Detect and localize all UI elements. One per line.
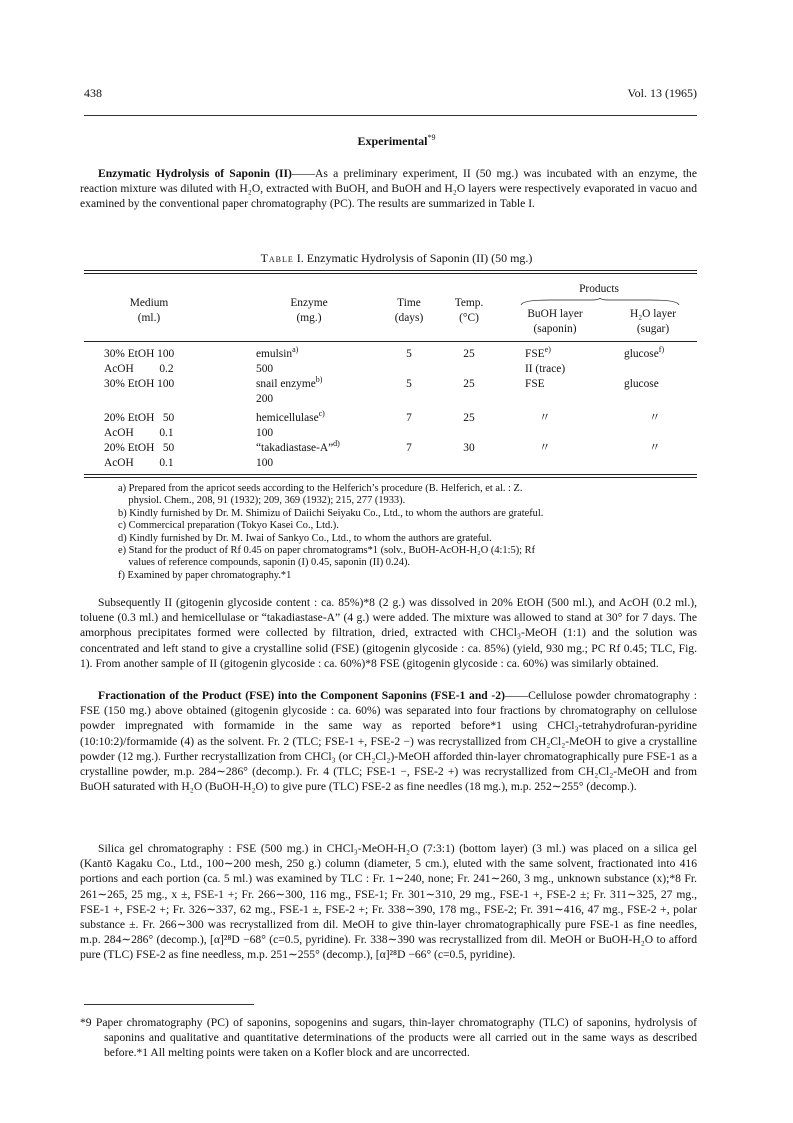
row2-temp: 25 <box>463 378 475 390</box>
footnote-f: f) Examined by paper chromatography.*1 <box>118 569 292 581</box>
row2-time: 5 <box>406 378 412 390</box>
footnote-a: a) Prepared from the apricot seeds according to the Helferich’s procedure (B. Helferich, et al. : Z. <box>118 483 523 494</box>
table-caption: Table I. Enzymatic Hydrolysis of Saponin (II) (50 mg.) <box>260 251 533 265</box>
section-title: Experimental$^{*9}$ <box>357 133 436 148</box>
row4-medium-1: 20% EtOH 50 <box>104 442 175 454</box>
footnote-e-cont: values of reference compounds, saponin (I) 0.45, saponin (II) 0.24). <box>118 557 411 569</box>
row4-enzyme-amount: 100 <box>256 457 274 469</box>
row1-enzyme: emulsin$^{a)}$ <box>256 345 299 360</box>
row4-buoh: 〃 <box>539 442 551 454</box>
header-medium-unit: (ml.) <box>137 312 161 324</box>
header-enzyme-unit: (mg.) <box>296 312 322 324</box>
page-number: 438 <box>84 86 102 100</box>
row1-medium-2: AcOH 0.2 <box>104 363 174 375</box>
row2-enzyme: snail enzyme$^{b)}$ <box>256 375 323 390</box>
row1-medium-1: 30% EtOH 100 <box>104 348 175 360</box>
header-time: Time <box>397 297 421 309</box>
paragraph-heading: Fractionation of the Product (FSE) into the Component Saponins (FSE-1 and -2) <box>98 689 505 702</box>
header-medium: Medium <box>129 297 169 309</box>
header-buoh-layer: BuOH layer <box>527 308 583 320</box>
header-time-unit: (days) <box>394 312 424 324</box>
header-h2o-sub: (sugar) <box>636 323 670 335</box>
row2-h2o: glucose <box>624 378 659 390</box>
table-footnotes <box>118 483 698 582</box>
footnote-a-cont: physiol. Chem., 208, 91 (1932); 209, 369 (1932); 215, 277 (1933). <box>118 495 406 507</box>
row4-h2o: 〃 <box>649 442 661 454</box>
row1-time: 5 <box>406 348 412 360</box>
row3-h2o: 〃 <box>649 412 661 424</box>
footnote-d: d) Kindly furnished by Dr. M. Iwai of Sankyo Co., Ltd., to whom the authors are grateful. <box>118 532 492 544</box>
products-brace <box>520 298 680 306</box>
row1-buoh-2: II (trace) <box>525 363 566 375</box>
paragraph-enzymatic-hydrolysis <box>80 166 697 212</box>
header-temp: Temp. <box>454 297 484 309</box>
paragraph-silica-gel: Silica gel chromatography : FSE (500 mg.) in CHCl₃-MeOH-H₂O (7:3:1) (bottom layer) (3 ml.) was placed on a silica gel (Kantō Kagaku Co., Ltd., 100∼200 mesh, 250 g.) column (diameter, 5 cm.), eluted with the same solvent, fractionated into 416 portions and each portion (ca. 5 ml.) was examined by TLC : Fr. 1∼240, none; Fr. 241∼260, 3 mg., unknown substance (x);*8 Fr. 261∼265, 25 mg., x ±, FSE-1 +; Fr. 266∼300, 116 mg., FSE-1; Fr. 301∼310, 29 mg., FSE-1 +, FSE-2 ±; Fr. 311∼325, 27 mg., FSE-1 +, FSE-2 +; Fr. 326∼337, 62 mg., FSE-1 ±, FSE-2 +; Fr. 338∼390, 178 mg., FSE-2; Fr. 391∼416, 47 mg., FSE-2 +, polar substance ±. Fr. 266∼300 was recrystallized from dil. MeOH to give thin-layer chromatographically pure FSE-1 as fine needles, m.p. 284∼286° (decomp.), [α]²⁸D −68° (c=0.5, pyridine). Fr. 338∼390 was recrystallized from dil. MeOH or BuOH-H₂O to afford pure (TLC) FSE-2 as fine needless, m.p. 251∼255° (decomp.), [α]²⁸D −66° (c=0.5, pyridine). <box>80 842 697 962</box>
paragraph-text: ——Cellulose powder chromatography : FSE (150 mg.) above obtained (gitogenin glycoside : ca. 60%) was separated into four fractions by chromatography on cellulose powder impregnated with formamide in the same way as reported before*1 using CHCl₃-tetrahydrofuran-pyridine (10:10:2)/formamide (4) as the solvent. Fr. 2 (TLC; FSE-1 +, FSE-2 −) was recrystallized from CH₂Cl₂-MeOH to give a crystalline powder (12 mg.). Further recrystallization from CHCl₃ (or CH₂Cl₂)-MeOH afforded thin-layer chromatographically pure FSE-1 as a crystalline powder, m.p. 284∼286° (decomp.). Fr. 4 (TLC; FSE-1 −, FSE-2 +) was recrystallized from CH₂Cl₂-MeOH and from BuOH saturated with H₂O (BuOH-H₂O) to give pure (TLC) FSE-2 as fine needles (18 mg.), m.p. 252∼255° (decomp.). <box>80 689 697 794</box>
row3-medium-2: AcOH 0.1 <box>104 427 174 439</box>
row3-enzyme: hemicellulase$^{c)}$ <box>256 409 325 424</box>
row2-buoh: FSE <box>525 378 545 390</box>
paragraph-text: ——As a preliminary experiment, II (50 mg.) was incubated with an enzyme, the reaction mixture was diluted with H₂O, extracted with BuOH, and BuOH and H₂O layers were respectively evaporated in vacuo and examined by the conventional paper chromatography (PC). The results are summarized in Table I. <box>80 167 697 211</box>
footnote-b: b) Kindly furnished by Dr. M. Shimizu of Daiichi Seiyaku Co., Ltd., to whom the authors are grateful. <box>118 507 544 519</box>
footnote-e: e) Stand for the product of Rf 0.45 on paper chromatograms*1 (solv., BuOH-AcOH-H₂O (4:1:5); Rf <box>118 545 536 557</box>
row1-enzyme-amount: 500 <box>256 363 274 375</box>
row3-temp: 25 <box>463 412 475 424</box>
results-table <box>84 270 697 480</box>
header-h2o-layer: H₂O layer <box>629 308 677 320</box>
running-header <box>84 86 697 102</box>
row3-medium-1: 20% EtOH 50 <box>104 412 175 424</box>
row3-time: 7 <box>406 412 412 424</box>
header-buoh-sub: (saponin) <box>533 323 577 335</box>
paragraph-subsequently: Subsequently II (gitogenin glycoside content : ca. 85%)*8 (2 g.) was dissolved in 20% EtOH (500 ml.), and AcOH (0.2 ml.), toluene (0.3 ml.) and hemicellulase or “takadiastase-A” (4 g.) were added. The mixture was allowed to stand at 30° for 7 days. The amorphous precipitates formed were collected by filtration, dried, extracted with CHCl₃-MeOH (1:1) and the solution was concentrated and left stand to give a crystalline solid (FSE) (gitogenin glycoside : ca. 85%) (yield, 930 mg.; PC Rf 0.45; TLC, Fig. 1). From another sample of II (gitogenin glycoside : ca. 60%)*8 FSE (gitogenin glycoside : ca. 60%) was similarly obtained. <box>80 596 697 670</box>
row1-h2o: glucose$^{f)}$ <box>624 345 665 360</box>
paragraph-heading: Enzymatic Hydrolysis of Saponin (II) <box>98 167 292 180</box>
header-enzyme: Enzyme <box>290 297 328 309</box>
header-temp-unit: (°C) <box>459 312 479 324</box>
row3-enzyme-amount: 100 <box>256 427 274 439</box>
row4-medium-2: AcOH 0.1 <box>104 457 174 469</box>
row3-buoh: 〃 <box>539 412 551 424</box>
row4-time: 7 <box>406 442 412 454</box>
header-rule <box>84 115 697 116</box>
row1-buoh: FSE$^{e)}$ <box>525 345 551 360</box>
page-footnote: *9 Paper chromatography (PC) of saponins, sopogenins and sugars, thin-layer chromatography (TLC) of saponins, hydrolysis of saponins and qualitative and quantitative determinations of the products were all carried out in the same ways as described before.*1 All melting points were taken on a Kofler block and are uncorrected. <box>80 1016 697 1060</box>
row4-temp: 30 <box>463 442 475 454</box>
header-products: Products <box>579 283 619 295</box>
row4-enzyme: “takadiastase-A”$^{d)}$ <box>256 439 340 454</box>
footnote-rule <box>84 1004 254 1005</box>
volume-label: Vol. 13 (1965) <box>627 86 697 100</box>
footnote-c: c) Commercical preparation (Tokyo Kasei Co., Ltd.). <box>118 520 339 532</box>
row1-temp: 25 <box>463 348 475 360</box>
paragraph-fractionation <box>80 688 697 794</box>
row2-medium-1: 30% EtOH 100 <box>104 378 175 390</box>
row2-enzyme-amount: 200 <box>256 393 274 405</box>
